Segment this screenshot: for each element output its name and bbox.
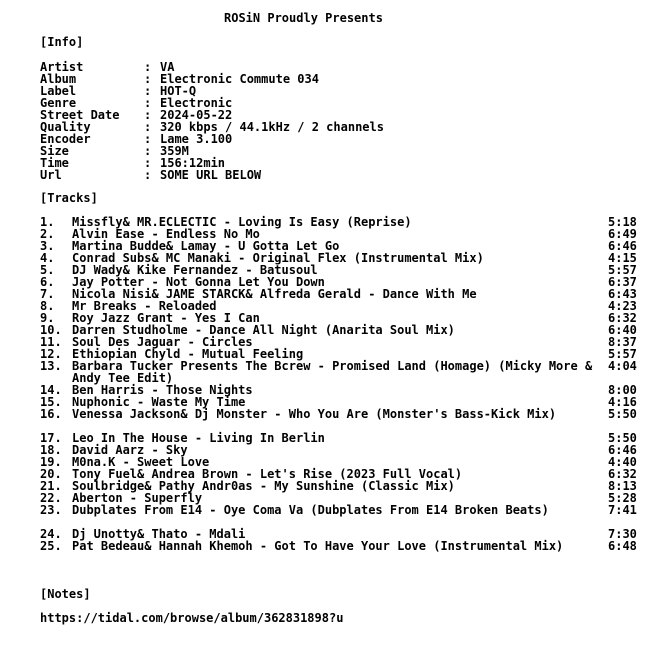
- notes-heading: [Notes]: [40, 587, 91, 601]
- info-value: 2024-05-22: [160, 108, 233, 122]
- track-duration: 4:15: [608, 251, 637, 265]
- track-number: 3.: [40, 239, 55, 253]
- info-colon: :: [144, 72, 152, 86]
- track-number: 7.: [40, 287, 55, 301]
- track-title: Venessa Jackson& Dj Monster - Who You Are (Monster's Bass-Kick Mix): [72, 407, 557, 421]
- track-number: 12.: [40, 347, 62, 361]
- track-title: Leo In The House - Living In Berlin: [72, 431, 325, 445]
- track-title: David Aarz - Sky: [72, 443, 188, 457]
- track-title: Soulbridge& Pathy Andr0as - My Sunshine (Classic Mix): [72, 479, 455, 493]
- track-title: Dj Unotty& Thato - Mdali: [72, 527, 246, 541]
- info-colon: :: [144, 120, 152, 134]
- track-title: M0na.K - Sweet Love: [72, 455, 210, 469]
- track-number: 6.: [40, 275, 55, 289]
- track-number: 23.: [40, 503, 62, 517]
- track-title: Jay Potter - Not Gonna Let You Down: [72, 275, 325, 289]
- track-number: 19.: [40, 455, 62, 469]
- track-number: 8.: [40, 299, 55, 313]
- info-key: Label: [40, 84, 77, 98]
- track-duration: 5:50: [608, 431, 637, 445]
- info-key: Street Date: [40, 108, 120, 122]
- track-title: Barbara Tucker Presents The Bcrew - Promised Land (Homage) (Micky More & Andy Tee Edit): [72, 359, 593, 385]
- info-value: 359M: [160, 144, 189, 158]
- track-duration: 6:49: [608, 227, 637, 241]
- info-colon: :: [144, 156, 152, 170]
- track-number: 16.: [40, 407, 62, 421]
- track-title: Roy Jazz Grant - Yes I Can: [72, 311, 260, 325]
- track-duration: 6:46: [608, 239, 637, 253]
- track-title: Dubplates From E14 - Oye Coma Va (Dubplates From E14 Broken Beats): [72, 503, 549, 517]
- track-duration: 8:00: [608, 383, 637, 397]
- info-key: Encoder: [40, 132, 91, 146]
- info-key: Quality: [40, 120, 91, 134]
- track-number: 10.: [40, 323, 62, 337]
- track-duration: 5:28: [608, 491, 637, 505]
- track-duration: 6:43: [608, 287, 637, 301]
- info-value: Electronic Commute 034: [160, 72, 319, 86]
- info-value: 320 kbps / 44.1kHz / 2 channels: [160, 120, 384, 134]
- info-colon: :: [144, 132, 152, 146]
- track-title: Ben Harris - Those Nights: [72, 383, 253, 397]
- track-number: 22.: [40, 491, 62, 505]
- info-key: Time: [40, 156, 69, 170]
- track-title: Aberton - Superfly: [72, 491, 203, 505]
- release-title: ROSiN Proudly Presents: [224, 11, 383, 25]
- info-value: HOT-Q: [160, 84, 197, 98]
- track-number: 15.: [40, 395, 62, 409]
- track-number: 13.: [40, 359, 62, 373]
- track-duration: 8:13: [608, 479, 637, 493]
- track-duration: 5:50: [608, 407, 637, 421]
- track-number: 2.: [40, 227, 55, 241]
- info-colon: :: [144, 60, 152, 74]
- info-value: SOME URL BELOW: [160, 168, 262, 182]
- track-duration: 4:23: [608, 299, 637, 313]
- info-key: Url: [40, 168, 62, 182]
- info-heading: [Info]: [40, 35, 84, 49]
- track-number: 1.: [40, 215, 55, 229]
- track-duration: 5:18: [608, 215, 637, 229]
- tracks-heading: [Tracks]: [40, 191, 98, 205]
- track-title: Ethiopian Chyld - Mutual Feeling: [72, 347, 304, 361]
- track-number: 9.: [40, 311, 55, 325]
- info-colon: :: [144, 108, 152, 122]
- track-number: 17.: [40, 431, 62, 445]
- info-value: Electronic: [160, 96, 233, 110]
- track-number: 11.: [40, 335, 62, 349]
- info-colon: :: [144, 96, 152, 110]
- track-duration: 7:30: [608, 527, 637, 541]
- track-title: Mr Breaks - Reloaded: [72, 299, 217, 313]
- track-title: Conrad Subs& MC Manaki - Original Flex (Instrumental Mix): [72, 251, 484, 265]
- track-duration: 6:32: [608, 467, 637, 481]
- track-title: Martina Budde& Lamay - U Gotta Let Go: [72, 239, 340, 253]
- track-number: 24.: [40, 527, 62, 541]
- track-title: Soul Des Jaguar - Circles: [72, 335, 253, 349]
- track-title: Pat Bedeau& Hannah Khemoh - Got To Have Your Love (Instrumental Mix): [72, 539, 564, 553]
- track-duration: 6:40: [608, 323, 637, 337]
- info-key: Album: [40, 72, 77, 86]
- info-key: Size: [40, 144, 69, 158]
- track-number: 5.: [40, 263, 55, 277]
- info-colon: :: [144, 168, 152, 182]
- info-colon: :: [144, 144, 152, 158]
- track-number: 25.: [40, 539, 62, 553]
- info-value: VA: [160, 60, 175, 74]
- track-title: Alvin Ease - Endless No Mo: [72, 227, 260, 241]
- info-value: 156:12min: [160, 156, 226, 170]
- track-duration: 4:04: [608, 359, 637, 373]
- track-title: Darren Studholme - Dance All Night (Anarita Soul Mix): [72, 323, 455, 337]
- track-duration: 5:57: [608, 263, 637, 277]
- track-number: 14.: [40, 383, 62, 397]
- info-value: Lame 3.100: [160, 132, 233, 146]
- track-duration: 4:16: [608, 395, 637, 409]
- track-number: 21.: [40, 479, 62, 493]
- notes-url: https://tidal.com/browse/album/362831898?u: [40, 611, 344, 625]
- track-title: Missfly& MR.ECLECTIC - Loving Is Easy (Reprise): [72, 215, 412, 229]
- track-number: 18.: [40, 443, 62, 457]
- track-duration: 4:40: [608, 455, 637, 469]
- info-colon: :: [144, 84, 152, 98]
- track-title: Nuphonic - Waste My Time: [72, 395, 246, 409]
- track-duration: 6:46: [608, 443, 637, 457]
- track-number: 4.: [40, 251, 55, 265]
- track-title: DJ Wady& Kike Fernandez - Batusoul: [72, 263, 318, 277]
- track-number: 20.: [40, 467, 62, 481]
- track-duration: 6:32: [608, 311, 637, 325]
- track-title: Tony Fuel& Andrea Brown - Let's Rise (2023 Full Vocal): [72, 467, 463, 481]
- info-key: Genre: [40, 96, 77, 110]
- info-key: Artist: [40, 60, 84, 74]
- track-duration: 6:37: [608, 275, 637, 289]
- track-duration: 7:41: [608, 503, 637, 517]
- track-title: Nicola Nisi& JAME STARCK& Alfreda Gerald - Dance With Me: [72, 287, 477, 301]
- track-duration: 5:57: [608, 347, 637, 361]
- track-duration: 8:37: [608, 335, 637, 349]
- track-duration: 6:48: [608, 539, 637, 553]
